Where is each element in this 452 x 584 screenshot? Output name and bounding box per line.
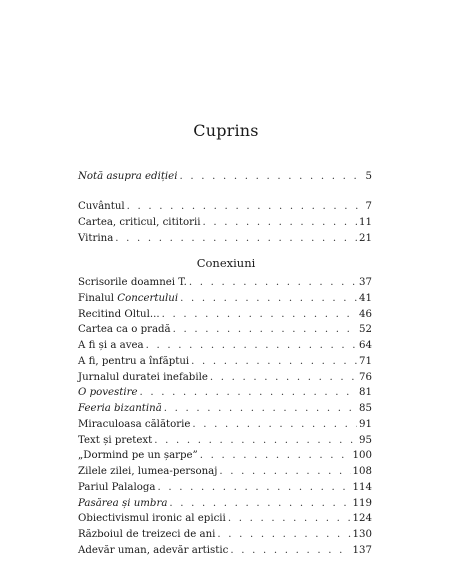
toc-entry bbox=[78, 338, 372, 354]
toc-entry bbox=[78, 291, 372, 307]
toc-entry bbox=[78, 307, 372, 323]
toc-entry-label: Pariul Palaloga bbox=[78, 481, 156, 493]
leader-dots bbox=[228, 511, 351, 527]
toc-entry-label: „Dormind pe un șarpe” bbox=[78, 450, 198, 462]
leader-dots bbox=[146, 338, 357, 354]
leader-dots bbox=[173, 322, 357, 338]
toc-entry-label: Scrisorile doamnei T. bbox=[78, 277, 187, 288]
leader-dots bbox=[192, 417, 357, 433]
toc-entry bbox=[78, 354, 372, 370]
toc-entry-page: 137 bbox=[352, 544, 372, 556]
toc-front bbox=[78, 169, 372, 185]
toc-entry-page: 21 bbox=[359, 232, 372, 244]
leader-dots bbox=[230, 543, 350, 559]
page-title: Cuprins bbox=[193, 121, 259, 140]
toc-entry-label: Vitrina bbox=[78, 232, 114, 244]
leader-dots bbox=[154, 433, 357, 449]
toc-entry-label: Jurnalul duratei inefabile bbox=[78, 371, 208, 383]
toc-entry-page: 119 bbox=[352, 497, 372, 509]
toc-entry-page: 7 bbox=[365, 201, 372, 212]
leader-dots bbox=[210, 370, 357, 386]
toc-entry-page: 52 bbox=[359, 324, 372, 336]
toc-entry-label: Obiectivismul ironic al epicii bbox=[78, 513, 226, 525]
toc-section-conexiuni bbox=[78, 275, 372, 559]
toc-entry bbox=[78, 385, 372, 401]
leader-dots bbox=[115, 231, 357, 247]
leader-dots bbox=[127, 199, 364, 215]
leader-dots bbox=[191, 354, 357, 370]
toc-entry bbox=[78, 417, 372, 433]
toc-entry-page: 71 bbox=[359, 355, 372, 367]
toc-entry-label: Text și pretext bbox=[78, 434, 153, 446]
toc-entry bbox=[78, 433, 372, 449]
toc-entry bbox=[78, 543, 372, 559]
leader-dots bbox=[180, 291, 357, 307]
section-title: Conexiuni bbox=[196, 256, 256, 270]
leader-dots bbox=[169, 496, 350, 512]
toc-entry-label-italic: Concertului bbox=[117, 292, 179, 304]
leader-dots bbox=[162, 307, 357, 323]
toc-entry bbox=[78, 464, 372, 480]
leader-dots bbox=[140, 385, 358, 401]
toc-entry-page: 41 bbox=[359, 292, 372, 304]
toc-entry-label: Adevăr uman, adevăr artistic bbox=[78, 544, 229, 556]
toc-entry-page: 81 bbox=[359, 387, 372, 399]
toc-entry-label: Notă asupra ediției bbox=[78, 171, 178, 182]
leader-dots bbox=[203, 215, 358, 231]
toc-entry-page: 130 bbox=[352, 529, 372, 540]
toc-entry bbox=[78, 480, 372, 496]
toc-entry-label: Feeria bizantină bbox=[78, 403, 162, 414]
leader-dots bbox=[164, 401, 357, 417]
toc-entry bbox=[78, 199, 372, 215]
toc-entry-label: Pasărea și umbra bbox=[78, 497, 168, 509]
toc-entry-page: 124 bbox=[352, 513, 372, 525]
toc-entry-page: 46 bbox=[359, 308, 372, 320]
leader-dots bbox=[219, 464, 350, 480]
toc-entry-label: A fi, pentru a înfăptui bbox=[78, 355, 190, 367]
toc-entry bbox=[78, 527, 372, 543]
leader-dots bbox=[200, 448, 351, 464]
toc-entry-label: Miraculoasa călătorie bbox=[78, 418, 191, 430]
toc-entry-page: 100 bbox=[352, 450, 372, 462]
toc-entry-page: 114 bbox=[352, 481, 372, 493]
toc-entry-page: 91 bbox=[359, 418, 372, 430]
toc-entry bbox=[78, 215, 372, 231]
toc-entry-label: Cartea ca o pradă bbox=[78, 324, 171, 336]
toc-entry-label: Zilele zilei, lumea-personaj bbox=[78, 466, 218, 477]
toc-entry-label: Cartea, criticul, cititorii bbox=[78, 216, 201, 228]
toc-entry bbox=[78, 370, 372, 386]
toc-entry-page: 11 bbox=[359, 216, 372, 228]
toc-entry bbox=[78, 511, 372, 527]
toc-entry-page: 37 bbox=[359, 277, 372, 288]
toc-group-1 bbox=[78, 199, 372, 246]
leader-dots bbox=[179, 169, 363, 185]
toc-entry bbox=[78, 231, 372, 247]
toc-entry-page: 5 bbox=[365, 171, 372, 182]
toc-entry-label: Războiul de treizeci de ani bbox=[78, 529, 216, 540]
toc-entry-page: 76 bbox=[359, 371, 372, 383]
toc-entry-label: Recitind Oltul... bbox=[78, 308, 160, 320]
toc-entry-label bbox=[78, 291, 178, 307]
toc-entry bbox=[78, 169, 372, 185]
leader-dots bbox=[189, 275, 357, 291]
toc-entry bbox=[78, 448, 372, 464]
toc-entry-label: Cuvântul bbox=[78, 201, 125, 212]
toc-entry-label: A fi și a avea bbox=[78, 340, 144, 351]
toc-entry-page: 95 bbox=[359, 434, 372, 446]
toc-entry-page: 85 bbox=[359, 403, 372, 414]
leader-dots bbox=[217, 527, 350, 543]
leader-dots bbox=[157, 480, 350, 496]
toc-entry-label-prefix: Finalul bbox=[78, 292, 118, 304]
toc-entry-page: 108 bbox=[352, 466, 372, 477]
toc-entry-label: O povestire bbox=[78, 387, 138, 399]
toc-entry bbox=[78, 275, 372, 291]
toc-entry bbox=[78, 496, 372, 512]
toc-entry-page: 64 bbox=[359, 340, 372, 351]
toc-entry bbox=[78, 322, 372, 338]
toc-entry bbox=[78, 401, 372, 417]
